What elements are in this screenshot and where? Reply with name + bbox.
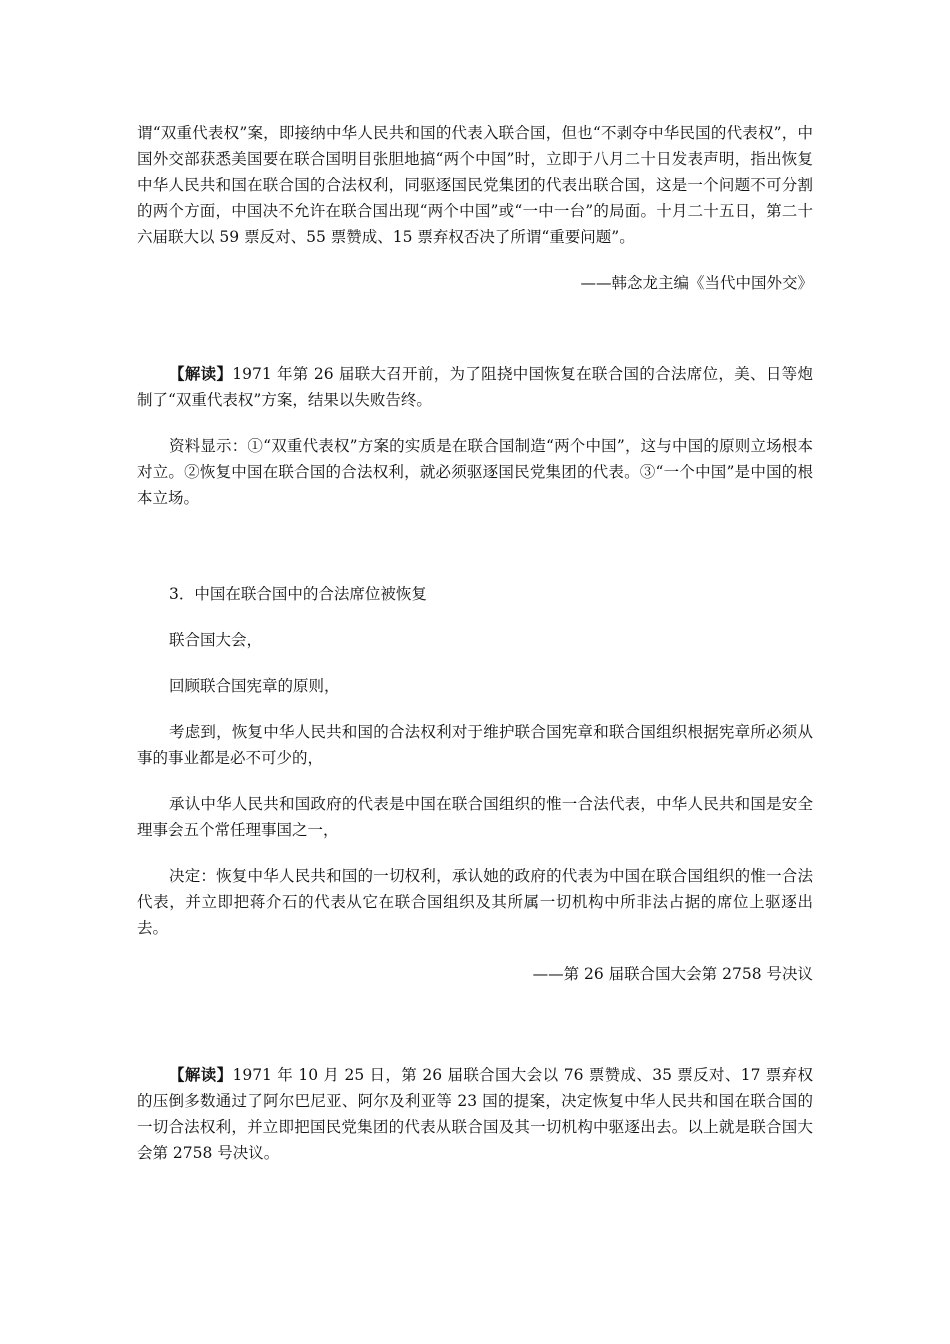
- reading-text-1: 1971 年第 26 届联大召开前，为了阻挠中国恢复在联合国的合法席位，美、日等炮制了“双重代表权”方案，结果以失败告终。: [137, 365, 813, 409]
- resolution-line-1: 联合国大会，: [169, 631, 263, 649]
- reading-label-2: 【解读】: [169, 1065, 233, 1084]
- intro-paragraph: 谓“双重代表权”案，即接纳中华人民共和国的代表入联合国，但也“不剥夺中华民国的代表权”，中国外交部获悉美国要在联合国明目张胆地搞“两个中国”时，立即于八月二十日发表声明，指出恢复中华人民共和国在联合国的合法权利，同驱逐国民党集团的代表出联合国，这是一个问题不可分割的两个方面，中国决不允许在联合国出现“两个中国”或“一中一台”的局面。十月二十五日，第二十六届联大以 59 票反对、55 票赞成、15 票弃权否决了所谓“重要问题”。: [137, 124, 813, 246]
- materials-paragraph: 资料显示：①“双重代表权”方案的实质是在联合国制造“两个中国”，这与中国的原则立场根本对立。②恢复中国在联合国的合法权利，就必须驱逐国民党集团的代表。③“一个中国”是中国的根本立场。: [137, 437, 813, 507]
- reading-paragraph-2: [137, 1062, 813, 1166]
- resolution-line-2: 回顾联合国宪章的原则，: [169, 677, 340, 695]
- source-citation-1: ——韩念龙主编《当代中国外交》: [580, 274, 813, 292]
- resolution-line-5: 决定：恢复中华人民共和国的一切权利，承认她的政府的代表为中国在联合国组织的惟一合法代表，并立即把蒋介石的代表从它在联合国组织及其所属一切机构中所非法占据的席位上驱逐出去。: [137, 867, 813, 937]
- document-page: [137, 120, 813, 1166]
- resolution-line-3: 考虑到，恢复中华人民共和国的合法权利对于维护联合国宪章和联合国组织根据宪章所必须从事的事业都是必不可少的，: [137, 723, 813, 767]
- reading-text-2: 1971 年 10 月 25 日，第 26 届联合国大会以 76 票赞成、35 票反对、17 票弃权的压倒多数通过了阿尔巴尼亚、阿尔及利亚等 23 国的提案，决定恢复中华人民共和国在联合国的一切合法权利，并立即把国民党集团的代表从联合国及其一切机构中驱逐出去。以上就是联合国大会第 2758 号决议。: [137, 1066, 813, 1162]
- reading-label-1: 【解读】: [169, 364, 233, 383]
- section-3-heading: 3．中国在联合国中的合法席位被恢复: [169, 585, 427, 603]
- source-citation-2: ——第 26 届联合国大会第 2758 号决议: [532, 965, 813, 983]
- resolution-line-4: 承认中华人民共和国政府的代表是中国在联合国组织的惟一合法代表，中华人民共和国是安全理事会五个常任理事国之一，: [137, 795, 813, 839]
- reading-paragraph-1: [137, 361, 813, 413]
